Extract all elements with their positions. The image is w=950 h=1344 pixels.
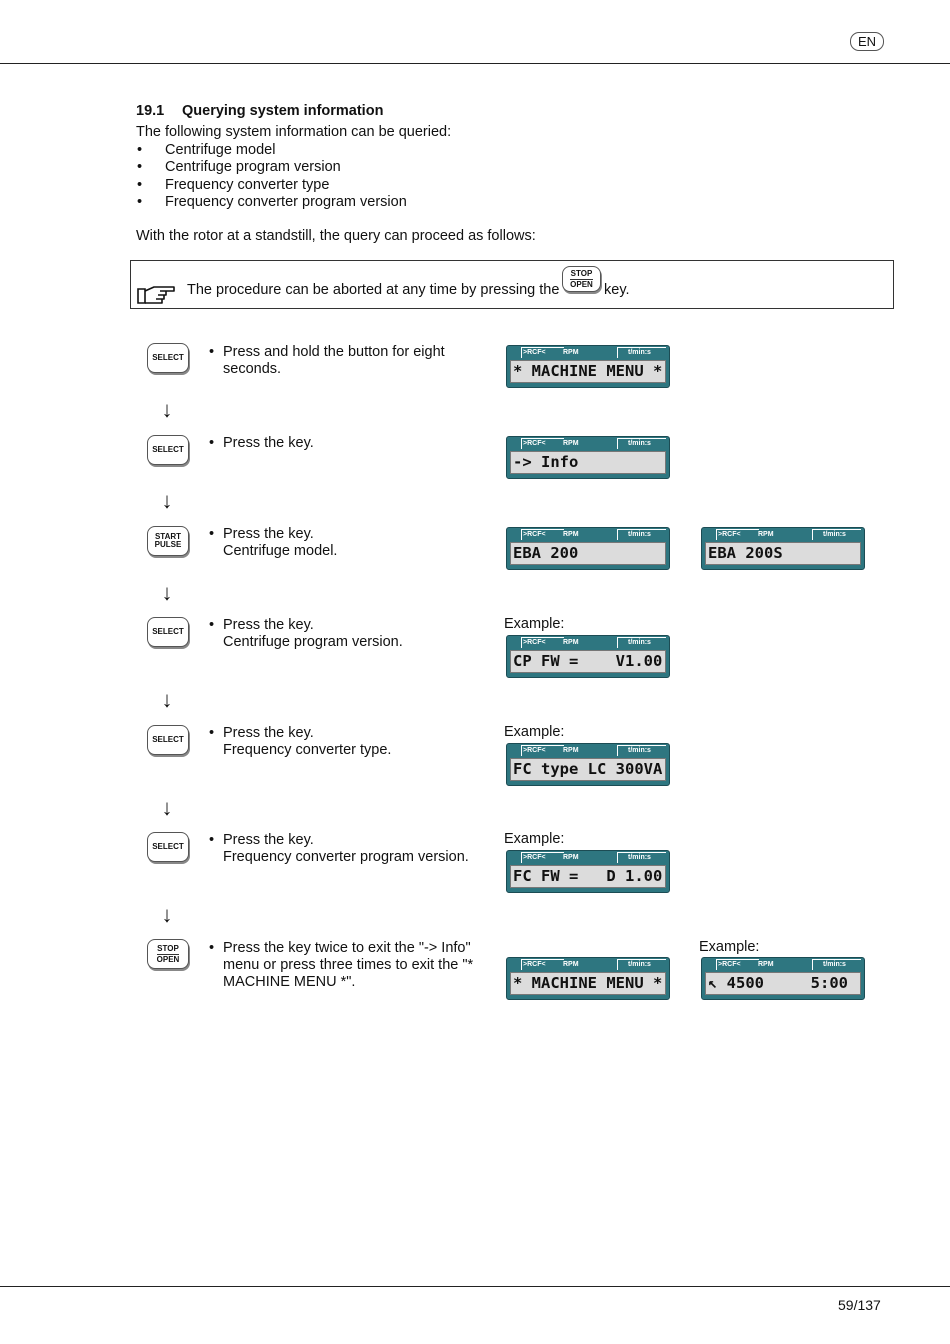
select-key: SELECT [147,725,189,755]
lcd-text: -> Info [510,451,666,474]
lcd-text: CP FW = V1.00 [510,650,666,673]
down-arrow-icon: ↓ [161,687,173,712]
example-label: Example: [504,724,565,740]
lcd-display: >RCF< RPM t/min:s * MACHINE MENU * [506,345,670,388]
example-label: Example: [504,831,565,847]
lcd-text: EBA 200S [705,542,861,565]
select-key: SELECT [147,617,189,647]
pointing-hand-icon [136,283,176,305]
note-box [130,260,894,309]
section-number: 19.1 [136,103,165,119]
start-pulse-key: START PULSE [147,526,189,556]
list-item: • Centrifuge model [137,142,276,158]
section-title: Querying system information [182,103,384,119]
lcd-text: EBA 200 [510,542,666,565]
step-5-text: • Press the key. Frequency converter type. [209,725,392,758]
example-label: Example: [504,616,565,632]
list-item: • Frequency converter program version [137,194,407,210]
lcd-display: >RCF< RPM t/min:s ↖ 4500 5:00 [701,957,865,1000]
page-number: 59/137 [838,1297,881,1313]
list-item: • Centrifuge program version [137,159,341,175]
step-2-text: • Press the key. [209,435,314,451]
step-4-text: • Press the key. Centrifuge program version. [209,617,403,650]
down-arrow-icon: ↓ [161,795,173,820]
lcd-display: >RCF< RPM t/min:s FC type LC 300VA [506,743,670,786]
stop-open-key: STOP OPEN [562,266,601,292]
list-item: • Frequency converter type [137,177,330,193]
note-text: The procedure can be aborted at any time by pressing the [187,282,560,298]
down-arrow-icon: ↓ [161,580,173,605]
footer-rule [0,1286,950,1287]
lcd-display: >RCF< RPM t/min:s FC FW = D 1.00 [506,850,670,893]
step-3-text: • Press the key. Centrifuge model. [209,526,338,559]
lcd-text: ↖ 4500 5:00 [705,972,861,995]
lcd-display: >RCF< RPM t/min:s EBA 200 [506,527,670,570]
standstill-text: With the rotor at a standstill, the query can proceed as follows: [136,228,536,244]
stop-open-key: STOP OPEN [147,939,189,969]
lcd-display: >RCF< RPM t/min:s CP FW = V1.00 [506,635,670,678]
lcd-display: >RCF< RPM t/min:s -> Info [506,436,670,479]
intro-text: The following system information can be queried: [136,124,452,140]
language-badge: EN [850,32,884,51]
lcd-display: >RCF< RPM t/min:s * MACHINE MENU * [506,957,670,1000]
step-6-text: • Press the key. Frequency converter program version. [209,832,469,865]
select-key: SELECT [147,832,189,862]
select-key: SELECT [147,343,189,373]
step-1-text: • Press and hold the button for eight seconds. [209,344,445,377]
lcd-text: FC type LC 300VA [510,758,666,781]
example-label: Example: [699,939,760,955]
lcd-text: * MACHINE MENU * [510,972,666,995]
lcd-text: * MACHINE MENU * [510,360,666,383]
lcd-text: FC FW = D 1.00 [510,865,666,888]
down-arrow-icon: ↓ [161,397,173,422]
step-7-text: • Press the key twice to exit the "-> Info" menu or press three times to exit the "* MACHINE MENU *". [209,940,474,990]
note-text-end: key. [604,282,630,298]
header-rule [0,63,950,64]
lcd-display: >RCF< RPM t/min:s EBA 200S [701,527,865,570]
select-key: SELECT [147,435,189,465]
down-arrow-icon: ↓ [161,902,173,927]
down-arrow-icon: ↓ [161,488,173,513]
